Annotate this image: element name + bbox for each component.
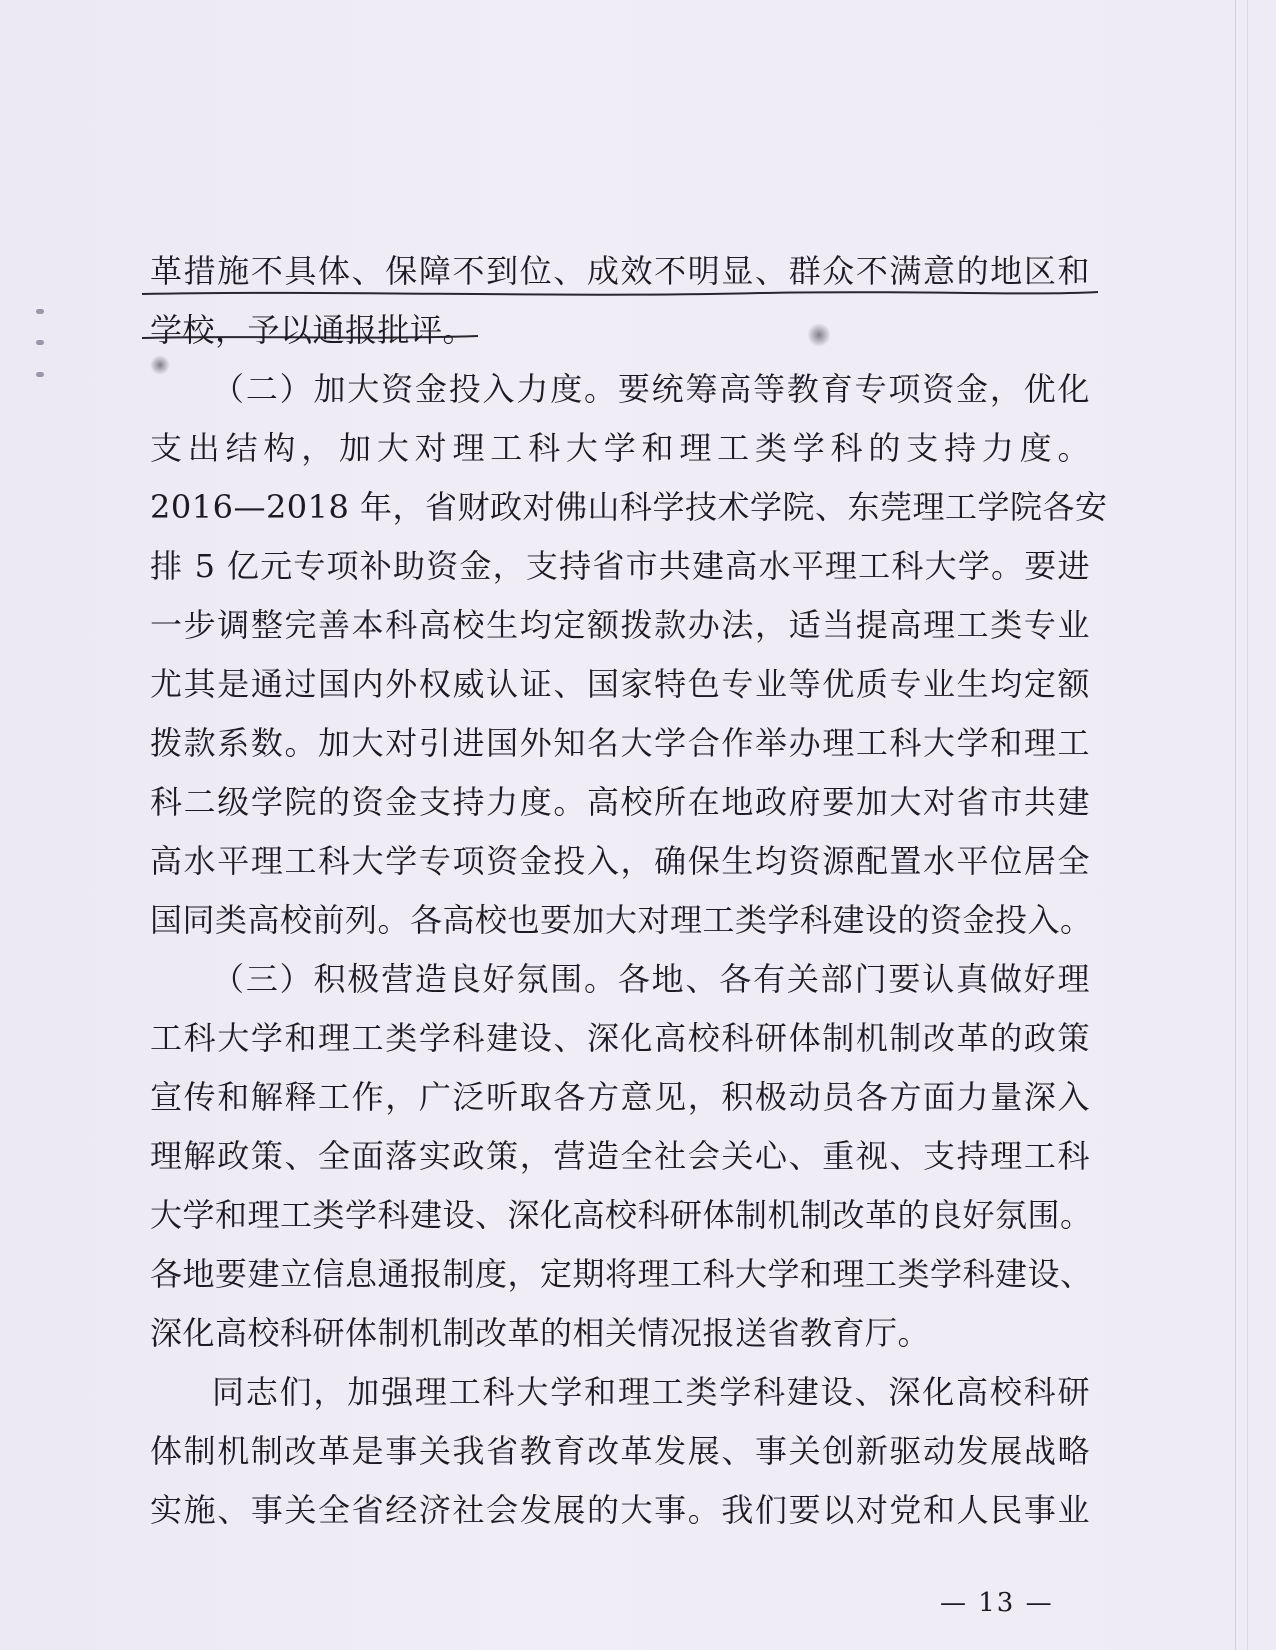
text-line: 支出结构，加大对理工科大学和理工类学科的支持力度。 xyxy=(150,429,1090,467)
text-line: 实施、事关全省经济社会发展的大事。我们要以对党和人民事业 xyxy=(150,1491,1090,1529)
text-line: 高水平理工科大学专项资金投入，确保生均资源配置水平位居全 xyxy=(150,842,1090,880)
text-line: 工科大学和理工类学科建设、深化高校科研体制机制改革的政策 xyxy=(150,1019,1090,1057)
text-line: 各地要建立信息通报制度，定期将理工科大学和理工类学科建设、 xyxy=(150,1255,1093,1293)
binding-hole-mark xyxy=(36,372,44,377)
section-heading-line: （三）积极营造良好氛围。各地、各有关部门要认真做好理 xyxy=(212,960,1090,998)
text-line: 宣传和解释工作，广泛听取各方意见，积极动员各方面力量深入 xyxy=(150,1078,1090,1116)
text-line: 学校，予以通报批评。 xyxy=(150,311,476,349)
page-edge-shadow xyxy=(1235,0,1236,1650)
page-edge-shadow xyxy=(1247,0,1248,1650)
text-line: 拨款系数。加大对引进国外知名大学合作举办理工科大学和理工 xyxy=(150,724,1090,762)
text-line: 革措施不具体、保障不到位、成效不明显、群众不满意的地区和 xyxy=(150,252,1090,290)
paragraph-start-line: 同志们，加强理工科大学和理工类学科建设、深化高校科研 xyxy=(212,1373,1090,1411)
text-line: 2016—2018 年，省财政对佛山科学技术学院、东莞理工学院各安 xyxy=(150,488,1108,526)
binding-hole-mark xyxy=(36,340,44,345)
text-line: 理解政策、全面落实政策，营造全社会关心、重视、支持理工科 xyxy=(150,1137,1090,1175)
text-line: 科二级学院的资金支持力度。高校所在地政府要加大对省市共建 xyxy=(150,783,1090,821)
text-line: 体制机制改革是事关我省教育改革发展、事关创新驱动发展战略 xyxy=(150,1432,1090,1470)
page-number: — 13 — xyxy=(940,1588,1054,1618)
document-body xyxy=(150,242,1108,1540)
text-line: 尤其是通过国内外权威认证、国家特色专业等优质专业生均定额 xyxy=(150,665,1090,703)
text-line: 大学和理工类学科建设、深化高校科研体制机制改革的良好氛围。 xyxy=(150,1196,1093,1234)
text-line: 深化高校科研体制机制改革的相关情况报送省教育厅。 xyxy=(150,1314,931,1352)
text-line: 一步调整完善本科高校生均定额拨款办法，适当提高理工类专业 xyxy=(150,606,1090,644)
binding-hole-mark xyxy=(36,309,44,314)
section-heading-line: （二）加大资金投入力度。要统筹高等教育专项资金，优化 xyxy=(212,370,1090,408)
text-line: 国同类高校前列。各高校也要加大对理工类学科建设的资金投入。 xyxy=(150,901,1093,939)
text-line: 排 5 亿元专项补助资金，支持省市共建高水平理工科大学。要进 xyxy=(150,547,1090,585)
